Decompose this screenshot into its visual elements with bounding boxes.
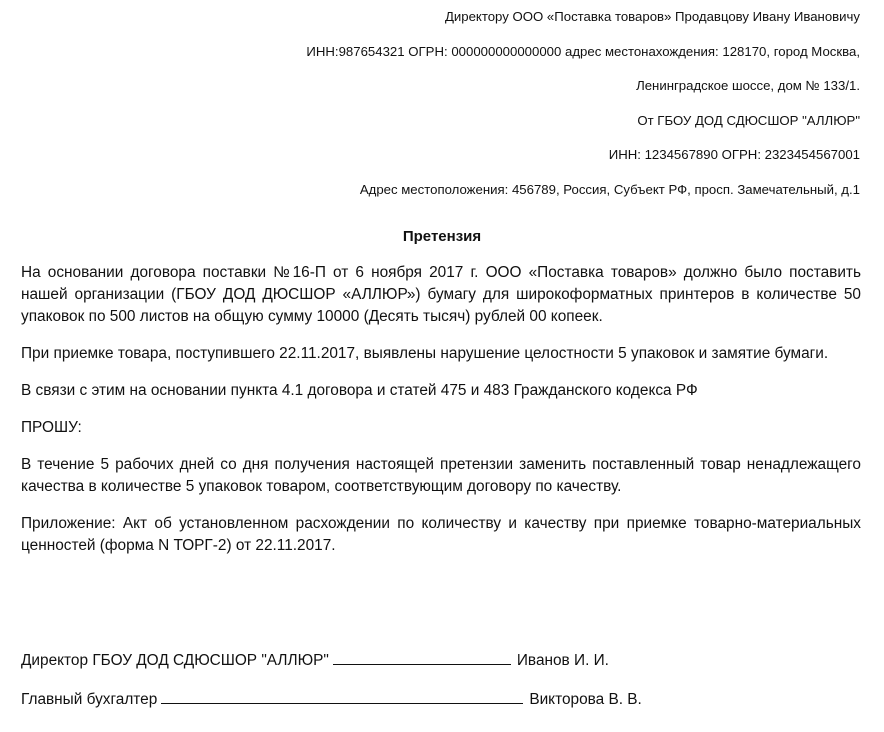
accountant-signature-line (161, 689, 523, 704)
paragraph-request: В течение 5 рабочих дней со дня получения настоящей претензии заменить поставленный товар ненадлежащего качества в количестве 5 упаковок товаром, соответствующим договору по качеству. (21, 456, 861, 495)
document-title: Претензия (402, 228, 482, 245)
header-line-3: Ленинградское шоссе, дом № 133/1. (636, 78, 860, 93)
header-line-2: ИНН:987654321 ОГРН: 000000000000000 адрес местонахождения: 128170, город Москва, (306, 43, 860, 59)
header-line-1: Директору ООО «Поставка товаров» Продавцову Ивану Ивановичу (444, 9, 860, 24)
paragraph-legal-basis: В связи с этим на основании пункта 4.1 договора и статей 475 и 483 Гражданского кодекса РФ (21, 382, 698, 399)
director-name: Иванов И. И. (516, 652, 609, 669)
addressee-header (240, 0, 860, 207)
accountant-signature-row (21, 689, 642, 711)
paragraph-contract: На основании договора поставки №16-П от 6 ноября 2017 г. ООО «Поставка товаров» должно было поставить нашей организации (ГБОУ ДОД ДЮСШОР «АЛЛЮР») бумагу для широкоформатных принтеров в количестве 50 упаковок по 500 листов на общую сумму 10000 (Десять тысяч) рублей 00 копеек. (21, 264, 861, 325)
header-line-6: Адрес местоположения: 456789, Россия, Субъект РФ, просп. Замечательный, д.1 (359, 181, 860, 197)
header-line-4: От ГБОУ ДОД СДЮСШОР "АЛЛЮР" (637, 112, 860, 128)
accountant-name: Викторова В. В. (529, 691, 642, 708)
accountant-title: Главный бухгалтер (21, 691, 158, 708)
document-body (21, 262, 861, 572)
director-signature-line (333, 650, 511, 665)
paragraph-request-heading: ПРОШУ: (21, 419, 82, 436)
paragraph-defects: При приемке товара, поступившего 22.11.2017, выявлены нарушение целостности 5 упаковок и замятие бумаги. (21, 345, 829, 362)
director-signature-row (21, 650, 609, 672)
paragraph-attachment: Приложение: Акт об установленном расхождении по количеству и качеству при приемке товарно-материальных ценностей (форма N ТОРГ-2) от 22.11.2017. (21, 515, 861, 554)
director-title: Директор ГБОУ ДОД СДЮСШОР "АЛЛЮР" (21, 652, 329, 669)
header-line-5: ИНН: 1234567890 ОГРН: 2323454567001 (608, 147, 860, 162)
